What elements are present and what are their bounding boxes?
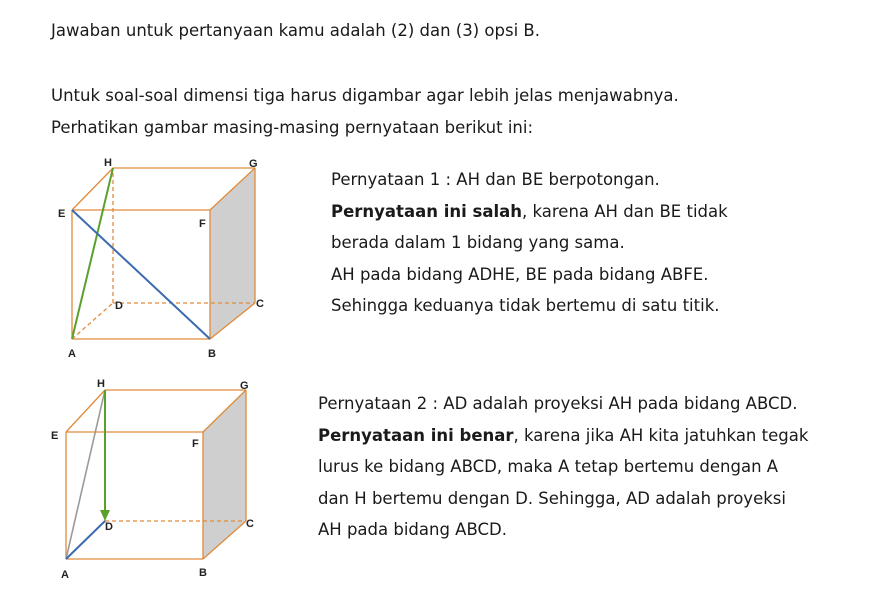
- statement-2-reason-4: AH pada bidang ABCD.: [318, 520, 507, 539]
- statement-1-reason-3: AH pada bidang ADHE, BE pada bidang ABFE.: [331, 264, 709, 284]
- vertex-label-b-2: B: [199, 567, 207, 579]
- arrow-hd-head: [100, 510, 110, 521]
- segment-ah-2: [66, 390, 105, 559]
- statement-2-block: [318, 388, 808, 546]
- statement-1-reason-1: , karena AH dan BE tidak: [522, 201, 728, 221]
- intro-line-2: Perhatikan gambar masing-masing pernyataan berikut ini:: [51, 118, 534, 137]
- intro-line-1: Untuk soal-soal dimensi tiga harus digambar agar lebih jelas menjawabnya.: [51, 86, 679, 105]
- vertex-label-g-2: G: [240, 380, 249, 392]
- vertex-label-b: B: [208, 348, 216, 360]
- cube-diagram-2: [0, 0, 300, 592]
- statement-1-reason-4: Sehingga keduanya tidak bertemu di satu titik.: [331, 296, 720, 315]
- vertex-label-a: A: [68, 348, 76, 360]
- vertex-label-d-2: D: [105, 521, 113, 533]
- vertex-label-g: G: [249, 158, 258, 170]
- vertex-label-a-2: A: [61, 569, 69, 581]
- vertex-label-c: C: [256, 298, 264, 310]
- statement-1-block: [331, 164, 728, 322]
- statement-2-reason-1: , karena jika AH kita jatuhkan tegak: [513, 425, 809, 445]
- vertex-label-f-2: F: [192, 438, 199, 450]
- statement-2-title: Pernyataan 2 : AD adalah proyeksi AH pada bidang ABCD.: [318, 394, 798, 413]
- vertex-label-f: F: [199, 218, 206, 230]
- vertex-label-d: D: [115, 300, 123, 312]
- statement-2-verdict: Pernyataan ini benar: [318, 425, 514, 445]
- statement-1-title: Pernyataan 1 : AH dan BE berpotongan.: [331, 170, 660, 189]
- shaded-face-bcgf-2: [203, 390, 246, 559]
- vertex-label-h: H: [104, 157, 112, 169]
- vertex-label-e: E: [58, 208, 66, 220]
- answer-text: Jawaban untuk pertanyaan kamu adalah (2) dan (3) opsi B.: [51, 21, 540, 40]
- vertex-label-h-2: H: [97, 378, 105, 390]
- edge-eh-2: [66, 390, 105, 432]
- vertex-label-c-2: C: [246, 518, 254, 530]
- statement-2-reason-2: lurus ke bidang ABCD, maka A tetap bertemu dengan A: [318, 457, 779, 476]
- vertex-label-e-2: E: [51, 430, 59, 442]
- statement-1-verdict: Pernyataan ini salah: [331, 201, 522, 221]
- statement-1-reason-2: berada dalam 1 bidang yang sama.: [331, 233, 625, 252]
- statement-2-reason-3: dan H bertemu dengan D. Sehingga, AD adalah proyeksi: [318, 488, 786, 508]
- segment-ad-projection: [66, 521, 105, 559]
- statement-1-verdict-line: [331, 196, 728, 228]
- statement-2-verdict-line: [318, 420, 808, 452]
